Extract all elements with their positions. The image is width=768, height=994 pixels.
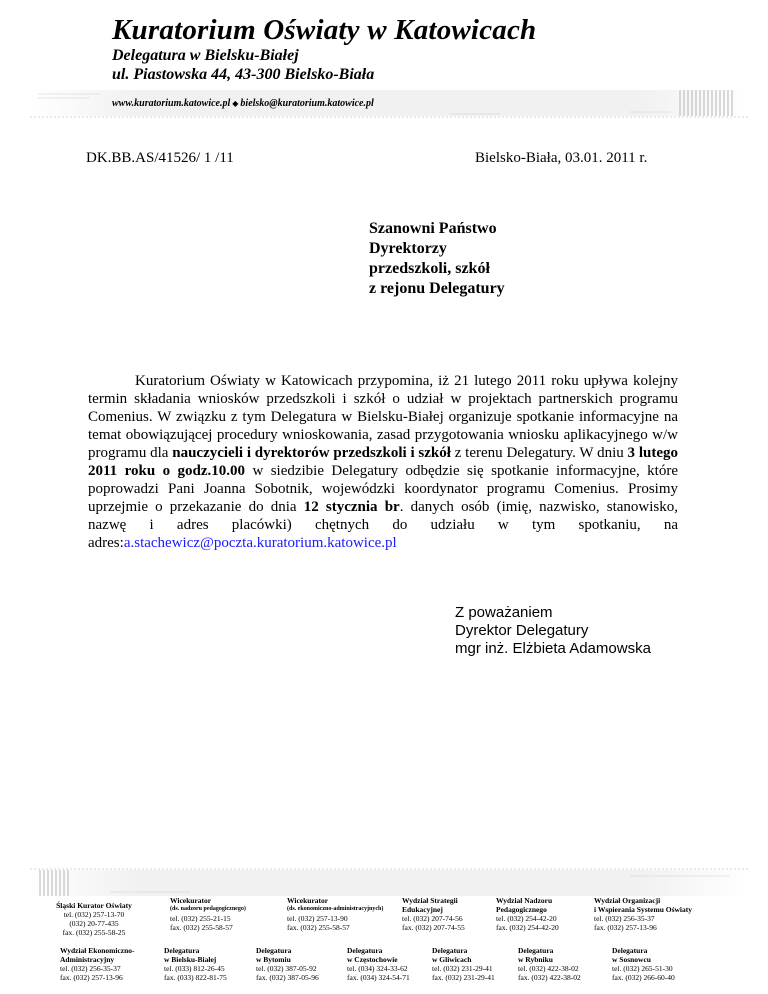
email-link[interactable]: bielsko@kuratorium.katowice.pl [240, 98, 374, 109]
recipient-line: z rejonu Delegatury [369, 280, 505, 297]
contact-email-link[interactable]: a.stachewicz@poczta.kuratorium.katowice.pl [123, 535, 397, 551]
diamond-separator-icon: ◆ [232, 99, 239, 108]
recipient-line: Szanowni Państwo [369, 220, 497, 237]
place-and-date: Bielsko-Biała, 03.01. 2011 r. [475, 150, 648, 166]
footer-contact-delegatura-rybnik: Delegatura w Rybniku tel. (032) 422-38-02 fax. (032) 422-38-02 [518, 946, 581, 982]
footer-contact-organizacja: Wydział Organizacji i Wspierania Systemu Oświaty tel. (032) 256-35-37 fax. (032) 257-13-96 [594, 896, 692, 932]
letterhead-subtitle-office: Delegatura w Bielsku-Białej [112, 47, 299, 64]
footer-contact-strategia: Wydział Strategii Edukacyjnej tel. (032) 207-74-56 fax. (032) 207-74-55 [402, 896, 465, 932]
body-paragraph: Kuratorium Oświaty w Katowicach przypomina, iż 21 lutego 2011 roku upływa kolejny termin składania wniosków przedszkoli i szkół o udział w projektach partnerskich programu Comenius. W związku z tym Delegatura w Bielsku-Białej organizuje spotkanie informacyjne na temat obowiązującej procedury wnioskowania, zasad przygotowania wniosku aplikacyjnego w/w programu dla nauczycieli i dyrektorów przedszkoli i szkół z terenu Delegatury. W dniu 3 lutego 2011 roku o godz.10.00 w siedzibie Delegatury odbędzie się spotkanie informacyjne, które poprowadzi Pani Joanna Sobotnik, wojewódzki koordynator programu Comenius. Prosimy uprzejmie o przekazanie do dnia 12 stycznia br. danych osób (imię, nazwisko, stanowisko, nazwę i adres placówki) chętnych do udziału w tym spotkaniu, na adres:a.stachewicz@poczta.kuratorium.katowice.pl [88, 373, 678, 551]
website-link[interactable]: www.kuratorium.katowice.pl [112, 98, 231, 109]
letterhead-title: Kuratorium Oświaty w Katowicach [112, 14, 537, 46]
footer-contact-delegatura-czestochowa: Delegatura w Częstochowie tel. (034) 324-33-62 fax. (034) 324-54-71 [347, 946, 410, 982]
signatory-name: mgr inż. Elżbieta Adamowska [455, 640, 651, 657]
footer-contact-wicekurator-ped: Wicekurator (ds. nadzoru pedagogicznego) tel. (032) 255-21-15 fax. (032) 255-58-57 [170, 896, 246, 932]
footer-contact-delegatura-sosnowiec: Delegatura w Sosnowcu tel. (032) 265-51-30 fax. (032) 266-60-40 [612, 946, 675, 982]
footer-contact-wicekurator-eko: Wicekurator (ds. ekonomiczno-administracyjnych) tel. (032) 257-13-90 fax. (032) 255-58-57 [287, 896, 384, 932]
footer-contact-kurator: Śląski Kurator Oświaty tel. (032) 257-13-70 (032) 20-77-435 fax. (032) 255-58-25 [56, 901, 132, 937]
closing-phrase: Z poważaniem [455, 604, 553, 621]
footer-contact-nadzor: Wydział Nadzoru Pedagogicznego tel. (032) 254-42-20 fax. (032) 254-42-20 [496, 896, 559, 932]
footer-decorative-band [30, 868, 748, 898]
signatory-title: Dyrektor Delegatury [455, 622, 589, 639]
recipient-line: przedszkoli, szkół [369, 260, 490, 277]
footer-contact-delegatura-bytom: Delegatura w Bytomiu tel. (032) 387-05-92 fax. (032) 387-05-96 [256, 946, 319, 982]
footer-contact-delegatura-bielsko: Delegatura w Bielsku-Białej tel. (033) 812-26-45 fax. (033) 822-81-75 [164, 946, 227, 982]
letterhead-contact-line [112, 98, 374, 109]
letterhead-subtitle-address: ul. Piastowska 44, 43-300 Bielsko-Biała [112, 66, 375, 83]
signature-block [455, 604, 651, 658]
letter-body [88, 372, 678, 552]
reference-number: DK.BB.AS/41526/ 1 /11 [86, 150, 234, 166]
recipient-block [369, 219, 505, 299]
footer-contact-delegatura-gliwice: Delegatura w Gliwicach tel. (032) 231-29-41 fax. (032) 231-29-41 [432, 946, 495, 982]
footer-contact-ekonomiczny: Wydział Ekonomiczno- Administracyjny tel. (032) 256-35-37 fax. (032) 257-13-96 [60, 946, 135, 982]
recipient-line: Dyrektorzy [369, 240, 447, 257]
